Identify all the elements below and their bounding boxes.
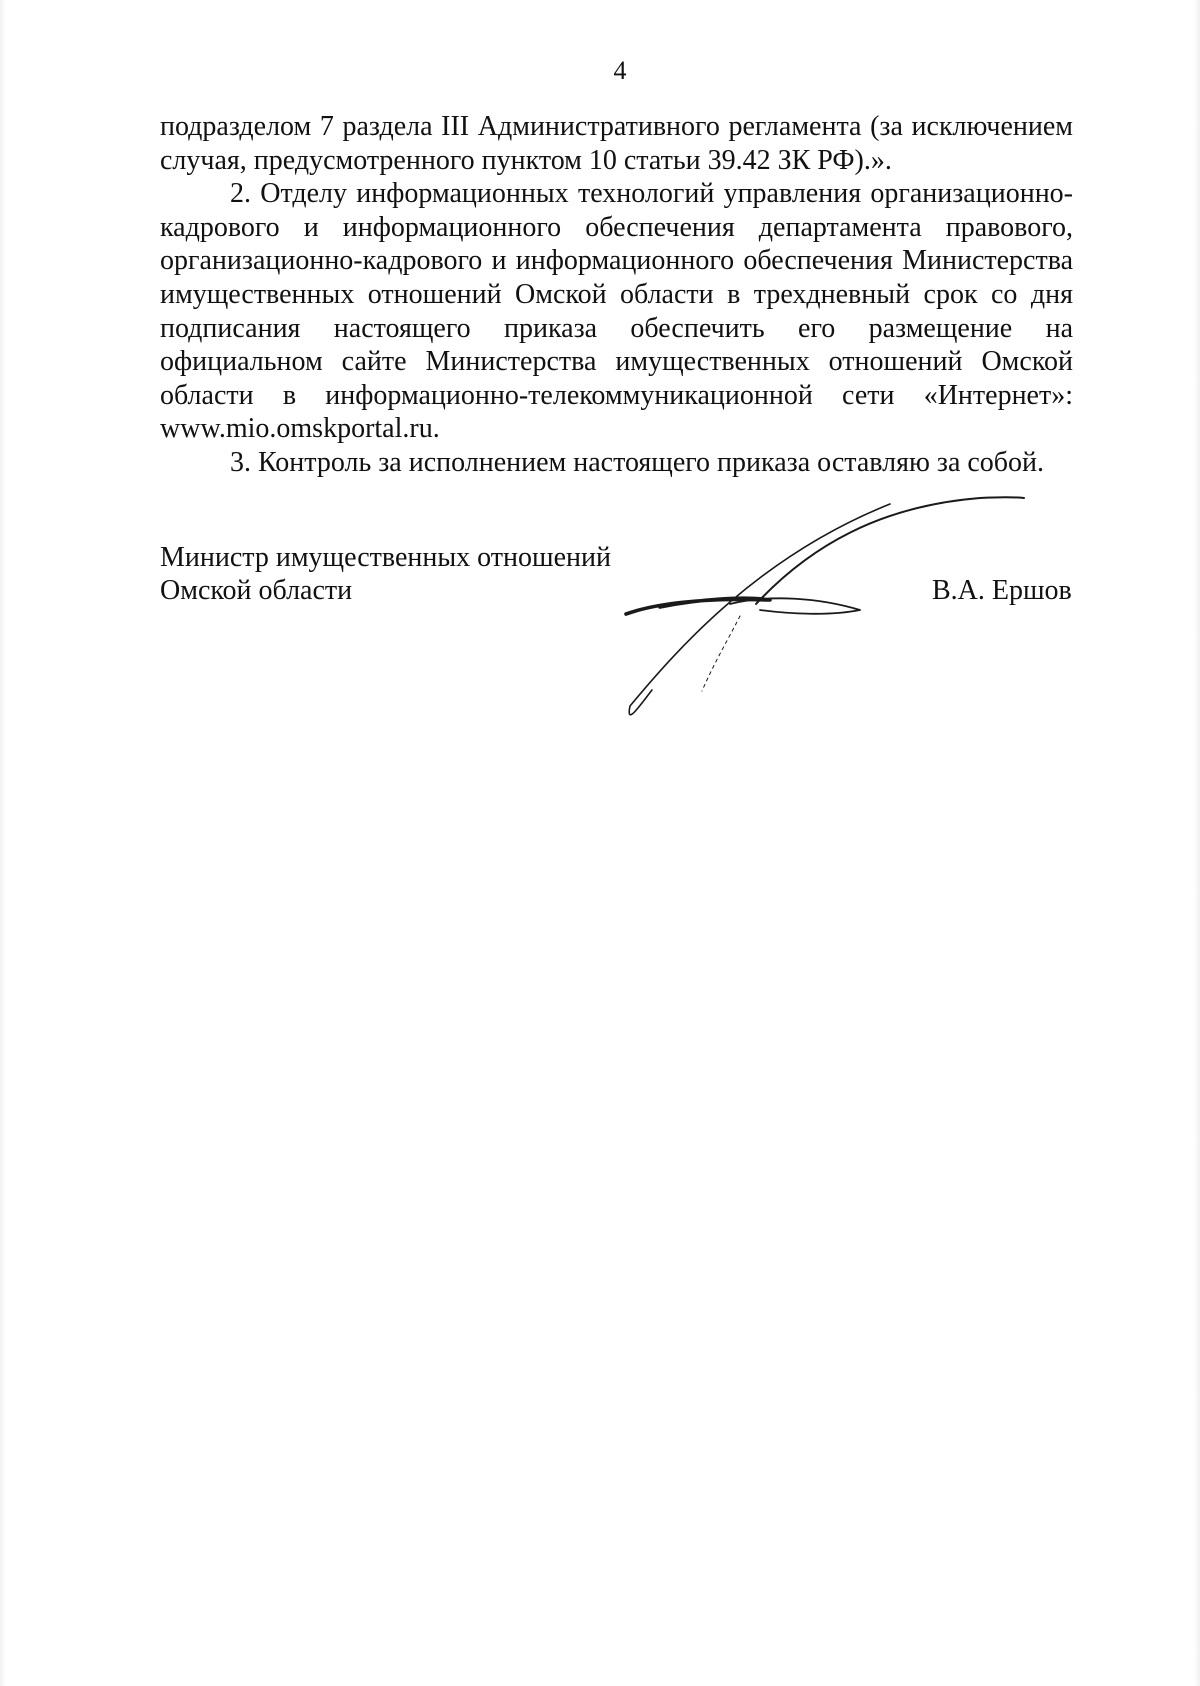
page-number: 4 — [613, 56, 627, 85]
signatory-name: В.А. Ершов — [932, 575, 1072, 606]
signatory-position — [160, 541, 611, 607]
signature-stroke-tail — [702, 616, 740, 691]
paragraph-continuation: подразделом 7 раздела III Административного регламента (за исключением случая, предусмотренного пунктом 10 статьи 39.42 ЗК РФ).». — [160, 111, 1073, 176]
signatory-position-line-1: Министр имущественных отношений — [160, 542, 611, 573]
paragraph-item-2: 2. Отделу информационных технологий управления организационно-кадрового и информационного обеспечения департамента правового, организационно-кадрового и информационного обеспечения Министерства имущественных отношений Омской области в трехдневный срок со дня подписания настоящего приказа обеспечить его размещение на официальном сайте Министерства имущественных отношений Омской области в информационно-телекоммуникационной сети «Интернет»: www.mio.omskportal.ru. — [160, 178, 1073, 445]
page-edge-right — [1194, 0, 1200, 1686]
paragraph-item-3: 3. Контроль за исполнением настоящего приказа оставляю за собой. — [230, 446, 1045, 478]
page-edge-left — [0, 0, 6, 1686]
signature-stroke-loop — [730, 598, 860, 613]
body-text — [160, 110, 1073, 480]
signatory-position-line-2: Омской области — [160, 575, 353, 606]
